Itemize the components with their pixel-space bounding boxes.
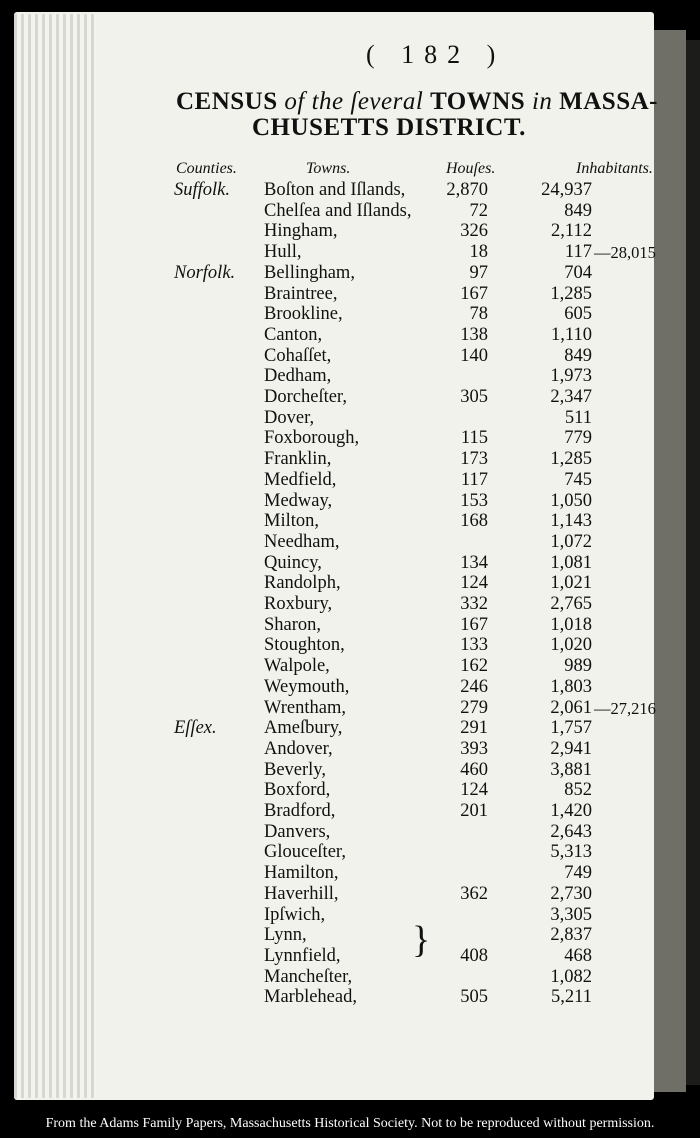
houses-cell: 305 xyxy=(460,387,488,407)
table-row xyxy=(0,242,700,263)
inhabitants-cell: 24,937 xyxy=(541,180,592,200)
town-cell: Hull, xyxy=(264,242,302,263)
page-title-line-1 xyxy=(176,88,658,116)
inhabitants-cell: 2,730 xyxy=(550,883,592,904)
county-total: —27,216 xyxy=(594,698,656,718)
town-cell: Braintree, xyxy=(264,283,338,304)
inhabitants-cell: 605 xyxy=(564,304,592,325)
table-row xyxy=(0,946,700,967)
town-cell: Canton, xyxy=(264,324,323,345)
houses-cell: 2,870 xyxy=(446,180,488,200)
houses-cell: 279 xyxy=(460,697,488,718)
county-total: —28,015 xyxy=(594,243,656,263)
inhabitants-cell: 3,881 xyxy=(550,759,592,780)
table-row xyxy=(0,842,700,863)
inhabitants-cell: 1,081 xyxy=(550,552,592,573)
houses-cell: 133 xyxy=(460,635,488,656)
houses-cell: 18 xyxy=(469,242,488,263)
page-number: ( 182 ) xyxy=(366,40,506,69)
table-row xyxy=(0,573,700,594)
town-cell: Dorcheſter, xyxy=(264,387,347,407)
inhabitants-cell: 2,061 xyxy=(550,697,592,718)
town-cell: Andover, xyxy=(264,738,333,759)
table-row xyxy=(0,780,700,801)
title-part: in xyxy=(531,88,560,115)
table-row xyxy=(0,304,700,325)
column-header-houses: Houſes. xyxy=(446,160,496,177)
town-cell: Cohaſſet, xyxy=(264,345,332,366)
inhabitants-cell: 1,082 xyxy=(550,966,592,987)
town-cell: Medfield, xyxy=(264,469,337,490)
inhabitants-cell: 2,941 xyxy=(550,738,592,759)
table-row xyxy=(0,967,700,988)
town-cell: Dover, xyxy=(264,407,315,428)
table-row xyxy=(0,635,700,656)
town-cell: Boſton and Iſlands, xyxy=(264,180,406,200)
table-row xyxy=(0,801,700,822)
town-cell: Walpole, xyxy=(264,656,330,677)
table-row xyxy=(0,677,700,698)
town-cell: Danvers, xyxy=(264,821,331,842)
town-cell: Beverly, xyxy=(264,759,326,780)
table-row xyxy=(0,987,700,1008)
inhabitants-cell: 749 xyxy=(564,863,592,884)
inhabitants-cell: 1,420 xyxy=(550,801,592,821)
houses-cell: 138 xyxy=(460,324,488,345)
lynn-lynnfield-brace: } xyxy=(412,919,431,961)
table-row xyxy=(0,822,700,843)
inhabitants-cell: 511 xyxy=(564,407,592,428)
inhabitants-cell: 2,643 xyxy=(550,821,592,842)
town-cell: Haverhill, xyxy=(264,883,339,904)
page-title-line-2: CHUSETTS DISTRICT. xyxy=(252,114,526,141)
table-row xyxy=(0,470,700,491)
table-row xyxy=(0,449,700,470)
inhabitants-cell: 1,021 xyxy=(550,573,592,594)
table-row xyxy=(0,387,700,408)
inhabitants-cell: 1,143 xyxy=(550,511,592,532)
inhabitants-cell: 745 xyxy=(564,469,592,490)
inhabitants-cell: 704 xyxy=(564,262,592,283)
column-header-towns: Towns. xyxy=(306,160,351,177)
houses-cell: 167 xyxy=(460,283,488,304)
inhabitants-cell: 1,050 xyxy=(550,490,592,511)
houses-cell: 117 xyxy=(460,469,488,490)
inhabitants-cell: 1,018 xyxy=(550,614,592,635)
town-cell: Quincy, xyxy=(264,552,322,573)
title-part: TOWNS xyxy=(430,88,532,115)
table-row xyxy=(0,532,700,553)
table-row xyxy=(0,201,700,222)
table-row xyxy=(0,698,700,719)
title-part: CENSUS xyxy=(176,88,285,115)
houses-cell: 162 xyxy=(460,656,488,677)
inhabitants-cell: 3,305 xyxy=(550,904,592,925)
town-cell: Mancheſter, xyxy=(264,966,353,987)
town-cell: Randolph, xyxy=(264,573,341,594)
county-cell: Suffolk. xyxy=(174,180,231,200)
houses-cell: 408 xyxy=(460,945,488,966)
houses-cell: 115 xyxy=(460,428,488,449)
inhabitants-cell: 2,112 xyxy=(551,221,592,242)
inhabitants-cell: 1,757 xyxy=(550,718,592,739)
town-cell: Ameſbury, xyxy=(264,718,343,739)
houses-cell: 332 xyxy=(460,594,488,614)
inhabitants-cell: 2,347 xyxy=(550,387,592,407)
title-part: of the ſeveral xyxy=(284,88,431,115)
table-row xyxy=(0,615,700,636)
houses-cell: 291 xyxy=(460,718,488,739)
houses-cell: 201 xyxy=(460,801,488,821)
credit-line: From the Adams Family Papers, Massachusetts Historical Society. Not to be reproduced without permission. xyxy=(45,1116,655,1131)
table-row xyxy=(0,511,700,532)
table-row xyxy=(0,428,700,449)
table-row xyxy=(0,221,700,242)
town-cell: Dedham, xyxy=(264,366,332,387)
table-row xyxy=(0,925,700,946)
houses-cell: 153 xyxy=(460,490,488,511)
inhabitants-cell: 117 xyxy=(564,242,592,263)
town-cell: Sharon, xyxy=(264,614,322,635)
inhabitants-cell: 5,211 xyxy=(551,987,592,1008)
table-row xyxy=(0,366,700,387)
table-row xyxy=(0,739,700,760)
table-row xyxy=(0,263,700,284)
houses-cell: 362 xyxy=(460,883,488,904)
town-cell: Needham, xyxy=(264,531,340,552)
houses-cell: 246 xyxy=(460,676,488,697)
houses-cell: 140 xyxy=(460,345,488,366)
town-cell: Hingham, xyxy=(264,221,338,242)
inhabitants-cell: 1,285 xyxy=(550,283,592,304)
table-row xyxy=(0,594,700,615)
town-cell: Bradford, xyxy=(264,801,336,821)
town-cell: Wrentham, xyxy=(264,697,346,718)
table-row xyxy=(0,491,700,512)
town-cell: Glouceſter, xyxy=(264,842,346,863)
inhabitants-cell: 1,020 xyxy=(550,635,592,656)
houses-cell: 460 xyxy=(460,759,488,780)
houses-cell: 78 xyxy=(469,304,488,325)
county-cell: Norfolk. xyxy=(174,262,236,283)
houses-cell: 168 xyxy=(460,511,488,532)
inhabitants-cell: 989 xyxy=(564,656,592,677)
table-row xyxy=(0,718,700,739)
table-row xyxy=(0,408,700,429)
table-row xyxy=(0,863,700,884)
inhabitants-cell: 1,110 xyxy=(551,324,592,345)
houses-cell: 124 xyxy=(460,573,488,594)
town-cell: Chelſea and Iſlands, xyxy=(264,200,412,221)
town-cell: Ipſwich, xyxy=(264,904,326,925)
inhabitants-cell: 1,285 xyxy=(550,449,592,470)
table-row xyxy=(0,760,700,781)
houses-cell: 393 xyxy=(460,738,488,759)
houses-cell: 134 xyxy=(460,552,488,573)
town-cell: Franklin, xyxy=(264,449,332,470)
inhabitants-cell: 1,973 xyxy=(550,366,592,387)
houses-cell: 124 xyxy=(460,780,488,801)
column-header-counties: Counties. xyxy=(176,160,237,177)
inhabitants-cell: 1,803 xyxy=(550,676,592,697)
table-row xyxy=(0,553,700,574)
houses-cell: 505 xyxy=(460,987,488,1008)
town-cell: Foxborough, xyxy=(264,428,360,449)
inhabitants-cell: 2,837 xyxy=(550,925,592,946)
inhabitants-cell: 849 xyxy=(564,345,592,366)
inhabitants-cell: 779 xyxy=(564,428,592,449)
inhabitants-cell: 468 xyxy=(564,945,592,966)
houses-cell: 72 xyxy=(469,200,488,221)
town-cell: Lynnfield, xyxy=(264,945,341,966)
column-header-inhabitants: Inhabitants. xyxy=(576,160,653,177)
table-row xyxy=(0,884,700,905)
inhabitants-cell: 2,765 xyxy=(550,594,592,614)
table-row xyxy=(0,656,700,677)
table-row xyxy=(0,284,700,305)
houses-cell: 167 xyxy=(460,614,488,635)
town-cell: Milton, xyxy=(264,511,319,532)
town-cell: Bellingham, xyxy=(264,262,355,283)
houses-cell: 326 xyxy=(460,221,488,242)
town-cell: Weymouth, xyxy=(264,676,350,697)
table-row xyxy=(0,346,700,367)
houses-cell: 97 xyxy=(469,262,488,283)
town-cell: Boxford, xyxy=(264,780,331,801)
inhabitants-cell: 852 xyxy=(564,780,592,801)
town-cell: Marblehead, xyxy=(264,987,357,1008)
town-cell: Roxbury, xyxy=(264,594,333,614)
table-row xyxy=(0,905,700,926)
table-row xyxy=(0,180,700,201)
inhabitants-cell: 849 xyxy=(564,200,592,221)
title-part: MASSA- xyxy=(559,88,658,115)
town-cell: Brookline, xyxy=(264,304,343,325)
inhabitants-cell: 1,072 xyxy=(550,531,592,552)
town-cell: Hamilton, xyxy=(264,863,339,884)
county-cell: Eſſex. xyxy=(174,718,217,739)
town-cell: Stoughton, xyxy=(264,635,345,656)
table-row xyxy=(0,325,700,346)
town-cell: Medway, xyxy=(264,490,333,511)
inhabitants-cell: 5,313 xyxy=(550,842,592,863)
town-cell: Lynn, xyxy=(264,925,307,946)
houses-cell: 173 xyxy=(460,449,488,470)
